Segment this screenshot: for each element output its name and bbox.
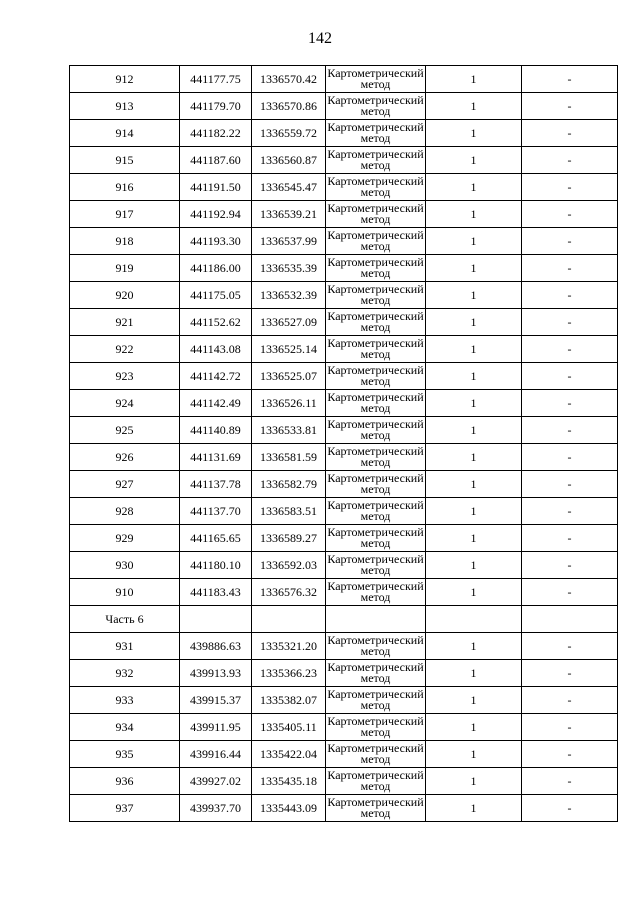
note-cell: - — [522, 660, 618, 687]
empty-cell — [326, 606, 426, 633]
note-cell: - — [522, 201, 618, 228]
accuracy-cell: 1 — [426, 444, 522, 471]
note-cell: - — [522, 768, 618, 795]
x-coordinate-cell: 439911.95 — [180, 714, 252, 741]
note-cell: - — [522, 309, 618, 336]
method-cell: Картометрический метод — [327, 363, 424, 388]
point-number-cell: 920 — [70, 282, 180, 309]
y-coordinate-cell: 1336581.59 — [252, 444, 326, 471]
method-cell: Картометрический метод — [327, 444, 424, 469]
point-number-cell: 919 — [70, 255, 180, 282]
note-cell: - — [522, 228, 618, 255]
note-cell: - — [522, 120, 618, 147]
x-coordinate-cell: 441193.30 — [180, 228, 252, 255]
table-row — [70, 714, 618, 741]
table-row — [70, 282, 618, 309]
accuracy-cell: 1 — [426, 228, 522, 255]
table-row — [70, 390, 618, 417]
accuracy-cell: 1 — [426, 417, 522, 444]
table-row — [70, 660, 618, 687]
method-cell: Картометрический метод — [327, 336, 424, 361]
table-row — [70, 309, 618, 336]
y-coordinate-cell: 1336559.72 — [252, 120, 326, 147]
table-row — [70, 552, 618, 579]
accuracy-cell: 1 — [426, 93, 522, 120]
table-row — [70, 633, 618, 660]
x-coordinate-cell: 441182.22 — [180, 120, 252, 147]
note-cell: - — [522, 741, 618, 768]
y-coordinate-cell: 1336545.47 — [252, 174, 326, 201]
accuracy-cell: 1 — [426, 282, 522, 309]
method-cell: Картометрический метод — [327, 660, 424, 685]
table-row — [70, 363, 618, 390]
table-row — [70, 336, 618, 363]
table-row — [70, 174, 618, 201]
accuracy-cell: 1 — [426, 525, 522, 552]
y-coordinate-cell: 1335443.09 — [252, 795, 326, 822]
table-row — [70, 525, 618, 552]
y-coordinate-cell: 1336525.07 — [252, 363, 326, 390]
table-row — [70, 147, 618, 174]
y-coordinate-cell: 1335405.11 — [252, 714, 326, 741]
point-number-cell: 922 — [70, 336, 180, 363]
point-number-cell: 930 — [70, 552, 180, 579]
method-cell: Картометрический метод — [327, 714, 424, 739]
accuracy-cell: 1 — [426, 687, 522, 714]
table-row — [70, 201, 618, 228]
point-number-cell: 912 — [70, 66, 180, 93]
y-coordinate-cell: 1336533.81 — [252, 417, 326, 444]
table-row — [70, 255, 618, 282]
accuracy-cell: 1 — [426, 633, 522, 660]
accuracy-cell: 1 — [426, 741, 522, 768]
point-number-cell: 921 — [70, 309, 180, 336]
accuracy-cell: 1 — [426, 255, 522, 282]
x-coordinate-cell: 439927.02 — [180, 768, 252, 795]
method-cell: Картометрический метод — [327, 174, 424, 199]
point-number-cell: 915 — [70, 147, 180, 174]
table-row — [70, 228, 618, 255]
table-row — [70, 741, 618, 768]
y-coordinate-cell: 1336526.11 — [252, 390, 326, 417]
x-coordinate-cell: 441180.10 — [180, 552, 252, 579]
note-cell: - — [522, 336, 618, 363]
section-row — [70, 606, 618, 633]
method-cell: Картометрический метод — [327, 471, 424, 496]
accuracy-cell: 1 — [426, 390, 522, 417]
note-cell: - — [522, 525, 618, 552]
accuracy-cell: 1 — [426, 498, 522, 525]
method-cell: Картометрический метод — [327, 633, 424, 658]
y-coordinate-cell: 1336589.27 — [252, 525, 326, 552]
note-cell: - — [522, 282, 618, 309]
table-row — [70, 687, 618, 714]
y-coordinate-cell: 1336539.21 — [252, 201, 326, 228]
accuracy-cell: 1 — [426, 66, 522, 93]
point-number-cell: 936 — [70, 768, 180, 795]
x-coordinate-cell: 441137.70 — [180, 498, 252, 525]
method-cell: Картометрический метод — [327, 579, 424, 604]
accuracy-cell: 1 — [426, 768, 522, 795]
y-coordinate-cell: 1336570.42 — [252, 66, 326, 93]
point-number-cell: 928 — [70, 498, 180, 525]
x-coordinate-cell: 441142.72 — [180, 363, 252, 390]
method-cell: Картометрический метод — [327, 228, 424, 253]
point-number-cell: 924 — [70, 390, 180, 417]
empty-cell — [252, 606, 326, 633]
x-coordinate-cell: 441192.94 — [180, 201, 252, 228]
method-cell: Картометрический метод — [327, 255, 424, 280]
x-coordinate-cell: 441177.75 — [180, 66, 252, 93]
x-coordinate-cell: 441143.08 — [180, 336, 252, 363]
accuracy-cell: 1 — [426, 579, 522, 606]
point-number-cell: 913 — [70, 93, 180, 120]
method-cell: Картометрический метод — [327, 687, 424, 712]
point-number-cell: 926 — [70, 444, 180, 471]
x-coordinate-cell: 441179.70 — [180, 93, 252, 120]
x-coordinate-cell: 441142.49 — [180, 390, 252, 417]
note-cell: - — [522, 795, 618, 822]
point-number-cell: 914 — [70, 120, 180, 147]
x-coordinate-cell: 441187.60 — [180, 147, 252, 174]
y-coordinate-cell: 1336582.79 — [252, 471, 326, 498]
y-coordinate-cell: 1336560.87 — [252, 147, 326, 174]
note-cell: - — [522, 147, 618, 174]
point-number-cell: 910 — [70, 579, 180, 606]
x-coordinate-cell: 441186.00 — [180, 255, 252, 282]
method-cell: Картометрический метод — [327, 93, 424, 118]
note-cell: - — [522, 390, 618, 417]
point-number-cell: 937 — [70, 795, 180, 822]
table-row — [70, 417, 618, 444]
note-cell: - — [522, 552, 618, 579]
note-cell: - — [522, 417, 618, 444]
method-cell: Картометрический метод — [327, 201, 424, 226]
y-coordinate-cell: 1336527.09 — [252, 309, 326, 336]
page-number: 142 — [308, 30, 332, 47]
method-cell: Картометрический метод — [327, 282, 424, 307]
table-row — [70, 93, 618, 120]
y-coordinate-cell: 1336592.03 — [252, 552, 326, 579]
accuracy-cell: 1 — [426, 336, 522, 363]
method-cell: Картометрический метод — [327, 309, 424, 334]
accuracy-cell: 1 — [426, 363, 522, 390]
method-cell: Картометрический метод — [327, 390, 424, 415]
point-number-cell: 916 — [70, 174, 180, 201]
y-coordinate-cell: 1336570.86 — [252, 93, 326, 120]
x-coordinate-cell: 441131.69 — [180, 444, 252, 471]
method-cell: Картометрический метод — [327, 795, 424, 820]
x-coordinate-cell: 441191.50 — [180, 174, 252, 201]
x-coordinate-cell: 439886.63 — [180, 633, 252, 660]
table-row — [70, 66, 618, 93]
x-coordinate-cell: 441137.78 — [180, 471, 252, 498]
empty-cell — [426, 606, 522, 633]
note-cell: - — [522, 444, 618, 471]
table-row — [70, 579, 618, 606]
accuracy-cell: 1 — [426, 147, 522, 174]
y-coordinate-cell: 1335435.18 — [252, 768, 326, 795]
point-number-cell: 923 — [70, 363, 180, 390]
accuracy-cell: 1 — [426, 714, 522, 741]
point-number-cell: 933 — [70, 687, 180, 714]
x-coordinate-cell: 439915.37 — [180, 687, 252, 714]
accuracy-cell: 1 — [426, 795, 522, 822]
method-cell: Картометрический метод — [327, 741, 424, 766]
section-label: Часть 6 — [70, 606, 180, 633]
note-cell: - — [522, 633, 618, 660]
table-row — [70, 768, 618, 795]
note-cell: - — [522, 363, 618, 390]
accuracy-cell: 1 — [426, 120, 522, 147]
x-coordinate-cell: 439937.70 — [180, 795, 252, 822]
point-number-cell: 932 — [70, 660, 180, 687]
x-coordinate-cell: 441175.05 — [180, 282, 252, 309]
note-cell: - — [522, 498, 618, 525]
table-row — [70, 471, 618, 498]
note-cell: - — [522, 93, 618, 120]
point-number-cell: 931 — [70, 633, 180, 660]
y-coordinate-cell: 1336583.51 — [252, 498, 326, 525]
y-coordinate-cell: 1336537.99 — [252, 228, 326, 255]
point-number-cell: 929 — [70, 525, 180, 552]
method-cell: Картометрический метод — [327, 147, 424, 172]
note-cell: - — [522, 579, 618, 606]
method-cell: Картометрический метод — [327, 120, 424, 145]
method-cell: Картометрический метод — [327, 498, 424, 523]
method-cell: Картометрический метод — [327, 768, 424, 793]
y-coordinate-cell: 1335422.04 — [252, 741, 326, 768]
note-cell: - — [522, 66, 618, 93]
table-row — [70, 795, 618, 822]
coordinates-table — [69, 65, 618, 822]
y-coordinate-cell: 1335321.20 — [252, 633, 326, 660]
table-row — [70, 444, 618, 471]
method-cell: Картометрический метод — [327, 552, 424, 577]
y-coordinate-cell: 1336525.14 — [252, 336, 326, 363]
note-cell: - — [522, 174, 618, 201]
method-cell: Картометрический метод — [327, 525, 424, 550]
note-cell: - — [522, 255, 618, 282]
accuracy-cell: 1 — [426, 201, 522, 228]
point-number-cell: 925 — [70, 417, 180, 444]
point-number-cell: 917 — [70, 201, 180, 228]
accuracy-cell: 1 — [426, 471, 522, 498]
x-coordinate-cell: 439916.44 — [180, 741, 252, 768]
y-coordinate-cell: 1336535.39 — [252, 255, 326, 282]
note-cell: - — [522, 687, 618, 714]
empty-cell — [522, 606, 618, 633]
x-coordinate-cell: 441140.89 — [180, 417, 252, 444]
y-coordinate-cell: 1335366.23 — [252, 660, 326, 687]
accuracy-cell: 1 — [426, 174, 522, 201]
x-coordinate-cell: 439913.93 — [180, 660, 252, 687]
x-coordinate-cell: 441152.62 — [180, 309, 252, 336]
method-cell: Картометрический метод — [327, 417, 424, 442]
x-coordinate-cell: 441183.43 — [180, 579, 252, 606]
empty-cell — [180, 606, 252, 633]
y-coordinate-cell: 1336576.32 — [252, 579, 326, 606]
point-number-cell: 935 — [70, 741, 180, 768]
table-row — [70, 120, 618, 147]
y-coordinate-cell: 1336532.39 — [252, 282, 326, 309]
accuracy-cell: 1 — [426, 309, 522, 336]
y-coordinate-cell: 1335382.07 — [252, 687, 326, 714]
method-cell: Картометрический метод — [327, 66, 424, 91]
accuracy-cell: 1 — [426, 660, 522, 687]
point-number-cell: 934 — [70, 714, 180, 741]
x-coordinate-cell: 441165.65 — [180, 525, 252, 552]
point-number-cell: 927 — [70, 471, 180, 498]
note-cell: - — [522, 714, 618, 741]
table-row — [70, 498, 618, 525]
point-number-cell: 918 — [70, 228, 180, 255]
accuracy-cell: 1 — [426, 552, 522, 579]
note-cell: - — [522, 471, 618, 498]
